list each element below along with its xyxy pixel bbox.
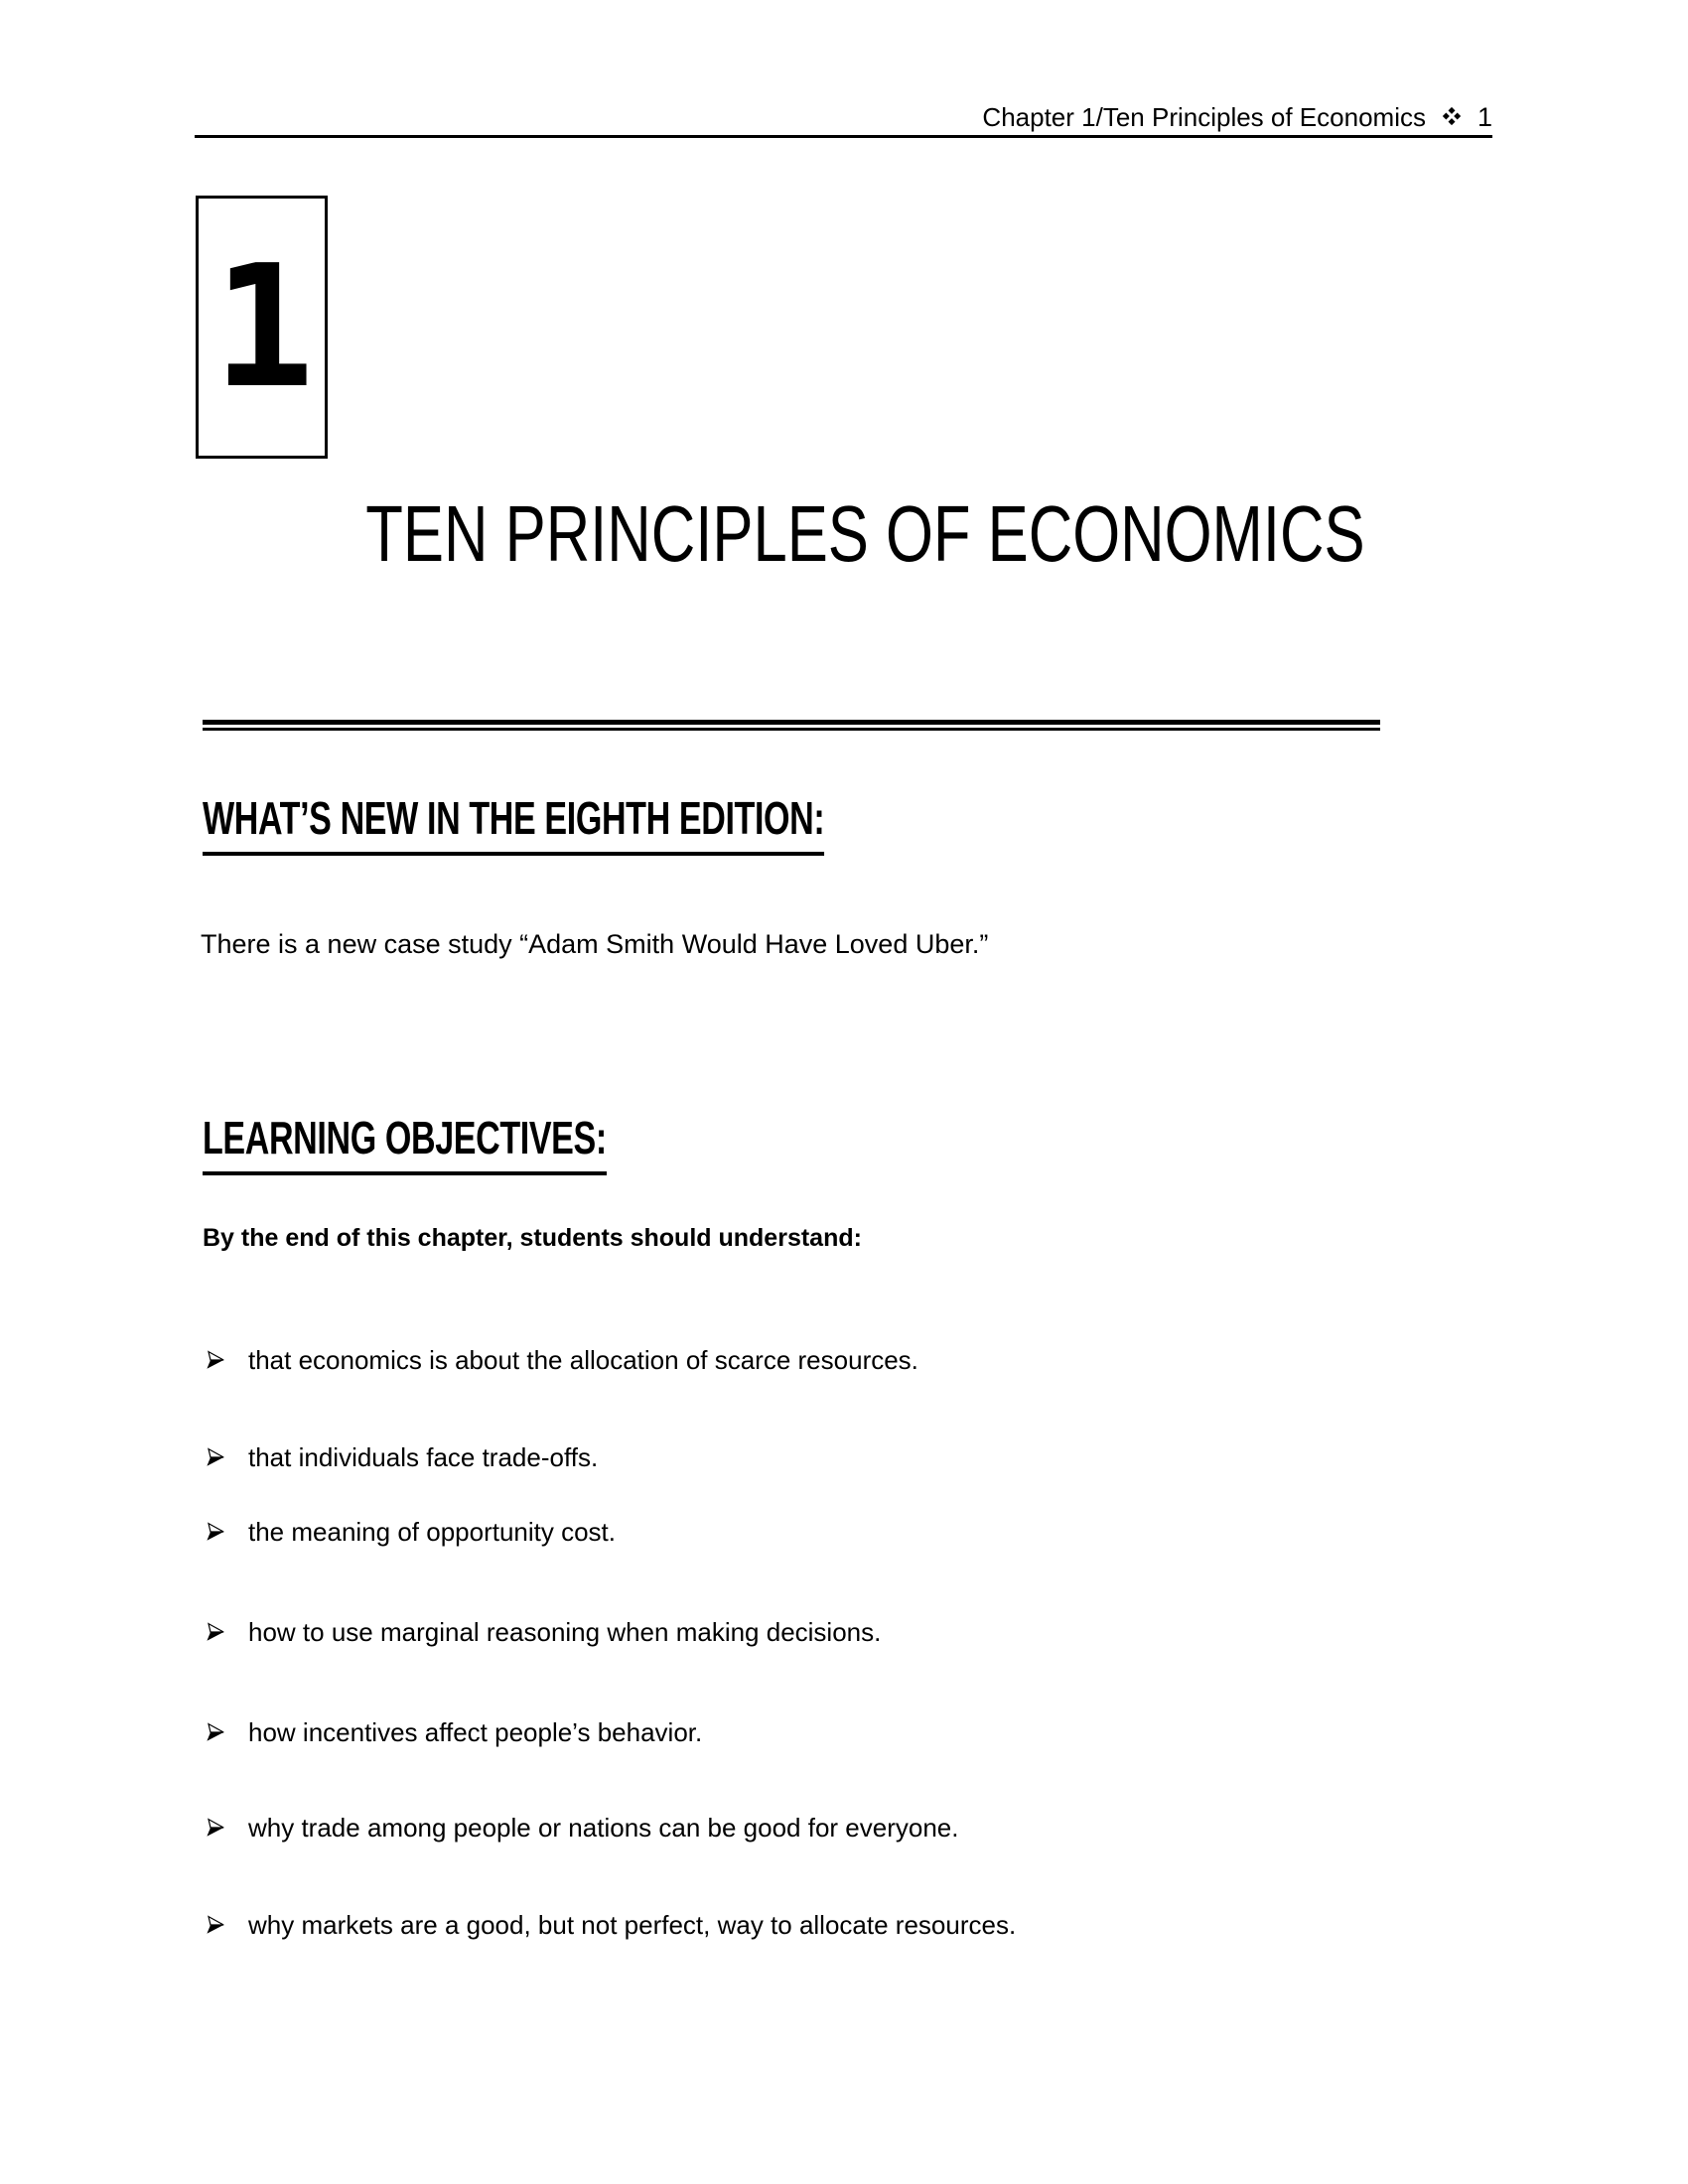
case-study-paragraph: There is a new case study “Adam Smith Would Have Loved Uber.” [201,929,989,959]
arrowhead-bullet-icon [203,1520,226,1544]
objective-text: that individuals face trade-offs. [248,1442,599,1472]
objective-item [203,1907,1016,1943]
objective-text: how incentives affect people’s behavior. [248,1717,703,1747]
section-heading-learning-objectives: LEARNING OBJECTIVES: [203,1111,749,1175]
running-header [982,102,1492,133]
objective-text: that economics is about the allocation of scarce resources. [248,1345,918,1375]
chapter-number: 1 [212,228,311,426]
arrowhead-bullet-icon [203,1445,226,1469]
section-heading-whats-new: WHAT’S NEW IN THE EIGHTH EDITION: [203,791,1043,856]
objective-item [203,1614,881,1650]
objectives-intro: By the end of this chapter, students should understand: [203,1224,862,1252]
arrowhead-bullet-icon [203,1913,226,1937]
chapter-title: TEN PRINCIPLES OF ECONOMICS [365,489,1365,578]
title-divider-rule [203,720,1380,731]
chapter-number-box [196,196,328,459]
objective-text: why trade among people or nations can be good for everyone. [248,1813,959,1843]
arrowhead-bullet-icon [203,1720,226,1744]
running-header-title: Chapter 1/Ten Principles of Economics [982,102,1426,132]
arrowhead-bullet-icon [203,1620,226,1644]
objective-text: how to use marginal reasoning when making decisions. [248,1617,882,1647]
objective-item [203,1342,918,1378]
objective-item [203,1714,702,1750]
objective-text: the meaning of opportunity cost. [248,1517,617,1547]
four-diamond-icon [1442,102,1462,133]
header-rule [195,135,1492,138]
objective-text: why markets are a good, but not perfect, way to allocate resources. [248,1910,1017,1940]
arrowhead-bullet-icon [203,1816,226,1840]
arrowhead-bullet-icon [203,1348,226,1372]
objective-item [203,1439,598,1475]
objective-item [203,1810,958,1845]
objective-item [203,1514,616,1550]
running-header-page-number: 1 [1477,102,1492,132]
